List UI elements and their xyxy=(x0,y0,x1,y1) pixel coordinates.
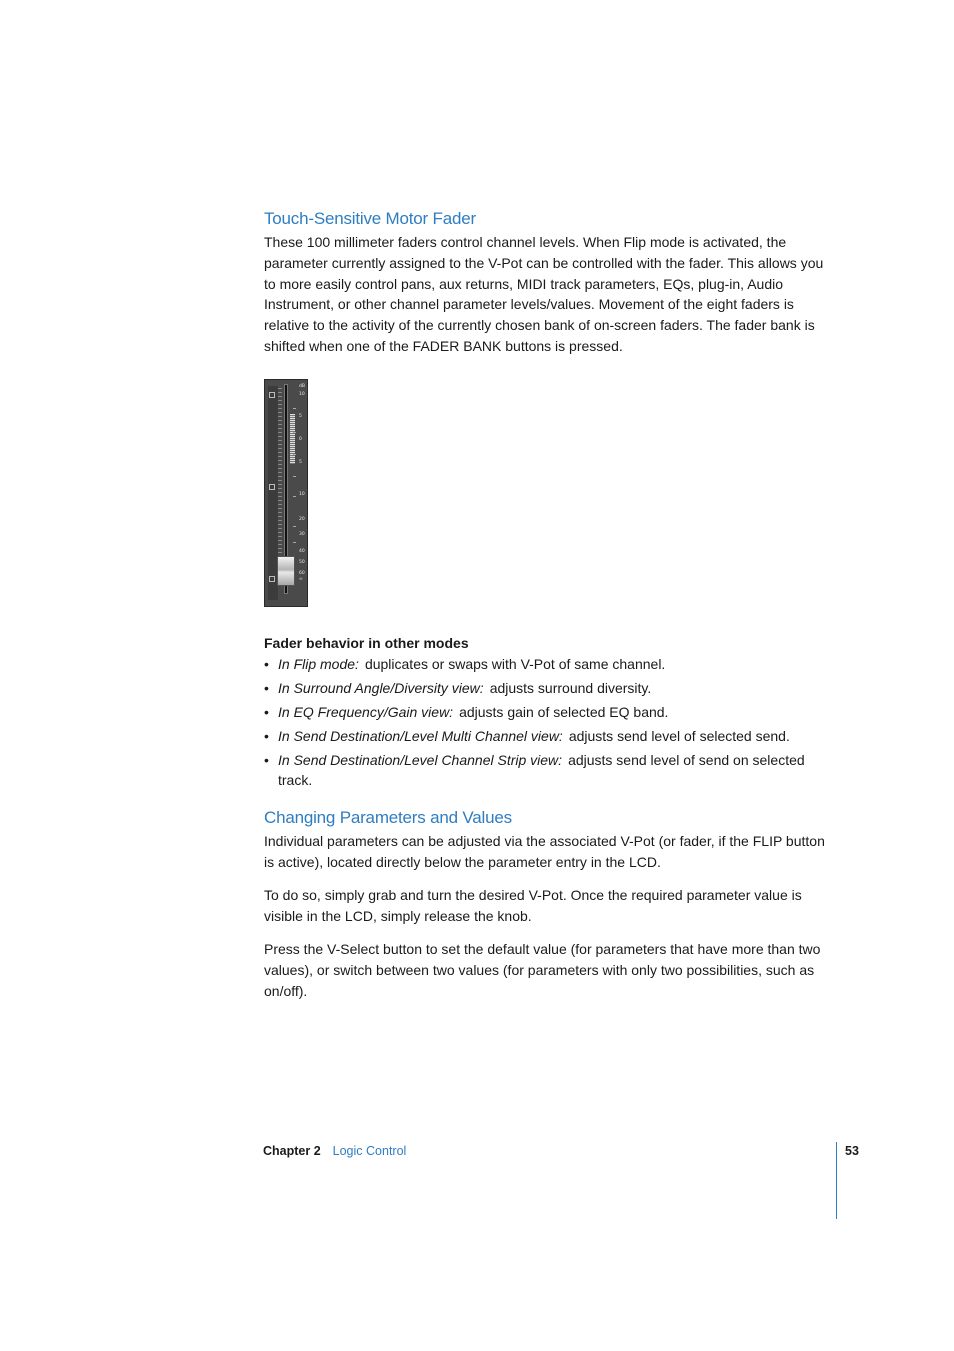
fader-scale-label: 60 xyxy=(299,570,305,576)
fader-scale-label: 10 xyxy=(299,491,305,497)
mode-description: duplicates or swaps with V-Pot of same channel. xyxy=(364,655,666,672)
page-number: 53 xyxy=(845,1144,859,1158)
fader-scale-label: 20 xyxy=(299,516,305,522)
mode-term: In Send Destination/Level Multi Channel view: xyxy=(278,727,563,744)
footer-chapter-label: Chapter 2 xyxy=(263,1144,321,1158)
fader-scale-label: 5 xyxy=(299,413,302,419)
fader-scale-label: 30 xyxy=(299,531,305,537)
list-item xyxy=(264,678,834,699)
mode-term: In Send Destination/Level Channel Strip view: xyxy=(278,751,563,768)
mode-description: adjusts gain of selected EQ band. xyxy=(459,703,669,720)
changing-parameters-paragraph-1: Individual parameters can be adjusted via the associated V-Pot (or fader, if the FLIP button is active), located directly below the parameter entry in the LCD. xyxy=(264,833,825,870)
footer-divider xyxy=(836,1142,837,1219)
fader-scale-label: 50 xyxy=(299,559,305,565)
mode-description: adjusts send level of selected send. xyxy=(568,727,790,744)
section-heading-changing-parameters: Changing Parameters and Values xyxy=(264,808,512,828)
fader-marker-top xyxy=(269,392,275,398)
fader-marker-bottom xyxy=(269,576,275,582)
fader-marker-middle xyxy=(269,484,275,490)
fader-scale-label: 40 xyxy=(299,548,305,554)
mode-term: In Flip mode: xyxy=(278,655,359,672)
motor-fader-paragraph: These 100 millimeter faders control channel levels. When Flip mode is activated, the parameter currently assigned to the V-Pot can be controlled with the fader. This allows you to more easily control pans, aux returns, MIDI track parameters, EQs, plug-in, Audio Instrument, or other channel parameter levels/values. Movement of the eight faders is relative to the activity of the currently chosen bank of on-screen faders. The fader bank is shifted when one of the FADER BANK buttons is pressed. xyxy=(264,234,824,354)
fader-behavior-heading: Fader behavior in other modes xyxy=(264,634,469,651)
fader-scale-label: ∞ xyxy=(299,576,303,582)
fader-cap xyxy=(277,556,295,586)
list-item xyxy=(264,654,834,675)
list-item xyxy=(264,750,834,792)
changing-parameters-paragraph-2: To do so, simply grab and turn the desired V-Pot. Once the required parameter value is visible in the LCD, simply release the knob. xyxy=(264,887,802,924)
page-footer xyxy=(263,1142,406,1160)
section-heading-motor-fader: Touch-Sensitive Motor Fader xyxy=(264,209,476,228)
list-item xyxy=(264,726,834,747)
list-item xyxy=(264,702,834,723)
fader-behavior-list xyxy=(264,654,834,792)
fader-scale-label: dB xyxy=(299,383,305,389)
page-content xyxy=(264,206,834,1002)
fader-image xyxy=(264,379,308,607)
mode-term: In EQ Frequency/Gain view: xyxy=(278,703,454,720)
fader-db-scale xyxy=(297,384,309,594)
fader-scale-label: 10 xyxy=(299,391,305,397)
fader-tick-marks xyxy=(278,388,282,558)
fader-scale-label: 5 xyxy=(299,459,302,465)
changing-parameters-paragraph-3: Press the V-Select button to set the default value (for parameters that have more than two values), or switch between two values (for parameters with only two possibilities, such as on/off). xyxy=(264,941,821,999)
footer-chapter-title: Logic Control xyxy=(332,1144,407,1158)
mode-description: adjusts send level of send on selected track. xyxy=(278,751,805,789)
mode-description: adjusts surround diversity. xyxy=(489,679,652,696)
fader-meter xyxy=(290,414,295,464)
fader-scale-label: 0 xyxy=(299,436,302,442)
mode-term: In Surround Angle/Diversity view: xyxy=(278,679,484,696)
